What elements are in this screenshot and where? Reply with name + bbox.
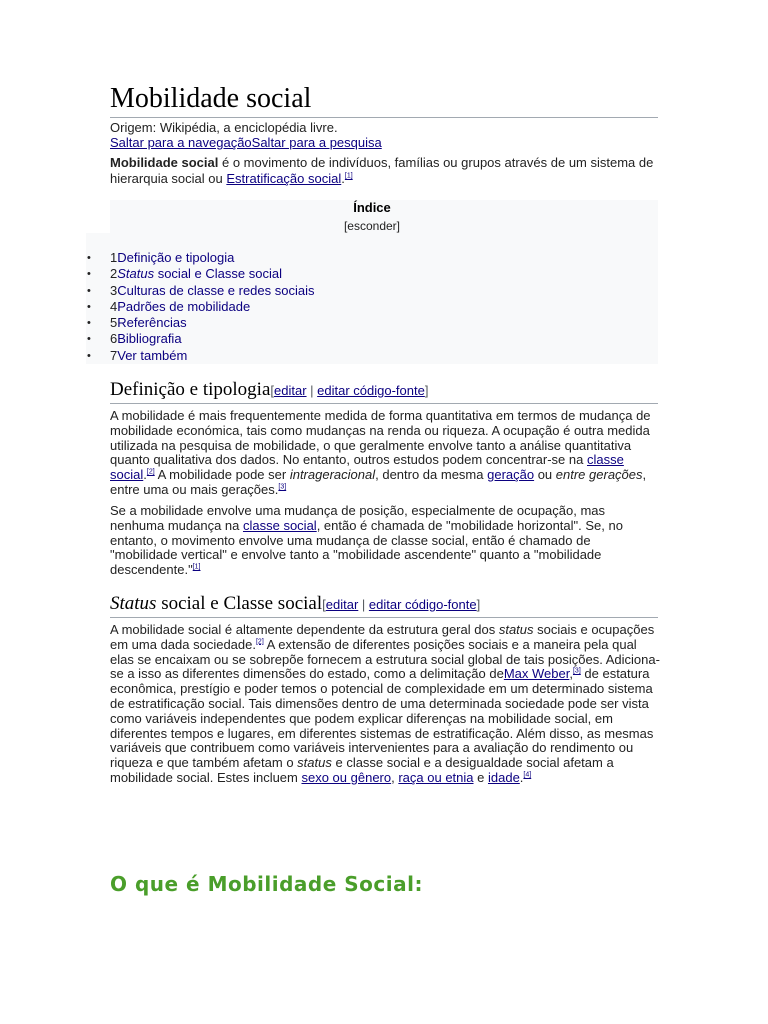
toc-item-culturas[interactable]: • 3Culturas de classe e redes sociais	[86, 283, 315, 299]
sexo-genero-link[interactable]: sexo ou gênero	[301, 769, 392, 785]
reference-link[interactable]: [1]	[192, 563, 201, 571]
page-title: Mobilidade social	[110, 82, 658, 118]
paragraph: A mobilidade é mais frequentemente medida de forma quantitativa em termos de mudança de mobilidade económica, tais como mudanças na renda ou riqueza. A ocupação é outra medida utilizada na pesquisa de mobilidade, o que geralmente envolve tanto a análise quantitativa quanto qualitativa dos dados. No entanto, outros estudos podem concentrar-se na classe social.[2] A mobilidade pode ser intrageracional, dentro da mesma geração ou entre gerações, entre uma ou mais gerações.[3]	[110, 408, 651, 497]
toc-item-definicao[interactable]: • 1Definição e tipologia	[86, 250, 315, 266]
toc-item-ver-tambem[interactable]: • 7Ver também	[86, 348, 315, 364]
max-weber-link[interactable]: Max Weber	[503, 666, 570, 682]
toc-list	[86, 250, 315, 364]
site-subtitle: Origem: Wikipédia, a enciclopédia livre.	[110, 120, 338, 135]
edit-link[interactable]: editar	[274, 383, 307, 398]
classe-social-link[interactable]: classe social	[110, 452, 624, 483]
section-heading-status: Status social e Classe social[editar | editar código-fonte]	[110, 592, 658, 618]
edit-source-link[interactable]: editar código-fonte	[317, 383, 425, 398]
paragraph: Se a mobilidade envolve uma mudança de posição, especialmente de ocupação, mas nenhuma mudança na classe social, então é chamada de "mobilidade horizontal". Se, no entanto, o movimento envolve uma mudança de classe social, então é chamado de "mobilidade vertical" e envolve tanto a "mobilidade ascendente" quanto a "mobilidade descendente."[1]	[110, 503, 623, 578]
skip-links	[110, 135, 382, 150]
toc-item-bibliografia[interactable]: • 6Bibliografia	[86, 331, 315, 347]
table-of-contents	[86, 200, 658, 364]
green-heading: O que é Mobilidade Social:	[110, 872, 423, 896]
edit-link[interactable]: editar	[325, 597, 359, 612]
reference-link[interactable]: [1]	[344, 172, 353, 180]
raca-etnia-link[interactable]: raça ou etnia	[398, 769, 474, 785]
reference-link[interactable]: [4]	[523, 771, 532, 779]
toc-item-referencias[interactable]: • 5Referências	[86, 315, 315, 331]
reference-link[interactable]: [3]	[572, 668, 581, 676]
geracao-link[interactable]: geração	[487, 467, 535, 483]
paragraph: A mobilidade social é altamente dependente da estrutura geral dos status sociais e ocupações em uma dada sociedade.[2] A extensão de diferentes posições sociais e a maneira pela qual elas se encaixam ou se sobrepõe fornecem a estrutura social global de tais posições. Adiciona-se a isso as diferentes dimensões do estado, como a delimitação deMax Weber,[3] de estatura econômica, prestígio e poder temos o potencial de complexidade em um determinado sistema de estratificação social. Tais dimensões dentro de uma determinada sociedade pode ser vista como variáveis independentes que podem explicar diferenças na mobilidade social, em diferentes tempos e lugares, em diferentes sistemas de estratificação. Além disso, as mesmas variáveis que contribuem como variáveis intervenientes para a avaliação do rendimento ou riqueza e que também afetam o status e classe social e a desigualdade social afetam a mobilidade social. Estes incluem sexo ou gênero, raça ou etnia e idade.[4]	[110, 622, 660, 785]
toc-title: Índice	[353, 200, 391, 215]
toc-item-status[interactable]: • 2Status social e Classe social	[86, 266, 315, 282]
idade-link[interactable]: idade	[487, 769, 520, 785]
toc-item-padroes[interactable]: • 4Padrões de mobilidade	[86, 299, 315, 315]
section-edit-links: [editar | editar código-fonte]	[270, 383, 429, 398]
skip-to-search-link[interactable]: Saltar para a pesquisa	[251, 135, 382, 150]
stratification-link[interactable]: Estratificação social	[226, 171, 342, 186]
reference-link[interactable]: [2]	[255, 638, 264, 646]
reference-link[interactable]: [3]	[278, 483, 287, 491]
intro-paragraph: Mobilidade social é o movimento de indivíduos, famílias ou grupos através de um sistema de hierarquia social ou Estratificação social.[1]	[110, 155, 654, 186]
classe-social-link[interactable]: classe social	[242, 517, 317, 533]
reference-link[interactable]: [2]	[146, 468, 155, 476]
toc-hide-toggle[interactable]: [esconder]	[343, 219, 401, 233]
edit-source-link[interactable]: editar código-fonte	[368, 597, 477, 612]
skip-to-navigation-link[interactable]: Saltar para a navegação	[110, 135, 252, 150]
section-edit-links: [editar | editar código-fonte]	[322, 597, 481, 612]
section-heading-definicao: Definição e tipologia[editar | editar código-fonte]	[110, 378, 658, 404]
intro-bold-term: Mobilidade social	[110, 155, 219, 170]
